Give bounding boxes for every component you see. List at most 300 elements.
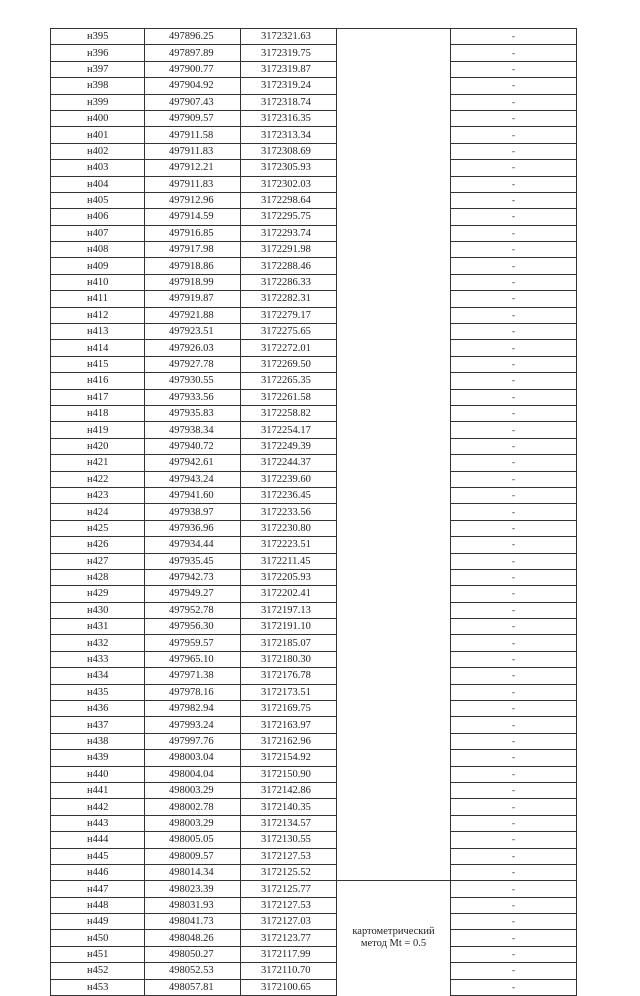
table-row — [51, 684, 577, 700]
table-row — [51, 78, 577, 94]
y-coordinate-cell: 3172319.75 — [241, 45, 337, 61]
point-id-cell: н437 — [51, 717, 145, 733]
point-id-cell: н427 — [51, 553, 145, 569]
x-coordinate-cell: 497909.57 — [145, 110, 241, 126]
table-row — [51, 782, 577, 798]
blank-cell — [337, 209, 451, 225]
table-row — [51, 815, 577, 831]
blank-cell — [337, 291, 451, 307]
point-id-cell: н396 — [51, 45, 145, 61]
x-coordinate-cell: 497935.45 — [145, 553, 241, 569]
table-row — [51, 881, 577, 897]
blank-cell — [337, 668, 451, 684]
note-cell: - — [451, 668, 577, 684]
y-coordinate-cell: 3172282.31 — [241, 291, 337, 307]
y-coordinate-cell: 3172269.50 — [241, 356, 337, 372]
y-coordinate-cell: 3172142.86 — [241, 782, 337, 798]
table-row — [51, 274, 577, 290]
y-coordinate-cell: 3172254.17 — [241, 422, 337, 438]
note-cell: - — [451, 651, 577, 667]
point-id-cell: н426 — [51, 537, 145, 553]
point-id-cell: н452 — [51, 963, 145, 979]
x-coordinate-cell: 497918.99 — [145, 274, 241, 290]
note-cell: - — [451, 930, 577, 946]
blank-cell — [337, 242, 451, 258]
y-coordinate-cell: 3172275.65 — [241, 324, 337, 340]
method-cell — [337, 881, 451, 996]
y-coordinate-cell: 3172180.30 — [241, 651, 337, 667]
method-note-line1: картометрический — [352, 925, 435, 937]
point-id-cell: н400 — [51, 110, 145, 126]
point-id-cell: н449 — [51, 914, 145, 930]
note-cell: - — [451, 569, 577, 585]
x-coordinate-cell: 497914.59 — [145, 209, 241, 225]
table-row — [51, 651, 577, 667]
note-cell: - — [451, 914, 577, 930]
y-coordinate-cell: 3172117.99 — [241, 946, 337, 962]
y-coordinate-cell: 3172286.33 — [241, 274, 337, 290]
note-cell: - — [451, 815, 577, 831]
table-row — [51, 979, 577, 995]
y-coordinate-cell: 3172202.41 — [241, 586, 337, 602]
x-coordinate-cell: 497912.21 — [145, 160, 241, 176]
note-cell: - — [451, 373, 577, 389]
x-coordinate-cell: 497911.83 — [145, 143, 241, 159]
y-coordinate-cell: 3172125.52 — [241, 864, 337, 880]
x-coordinate-cell: 497971.38 — [145, 668, 241, 684]
point-id-cell: н443 — [51, 815, 145, 831]
blank-cell — [337, 717, 451, 733]
y-coordinate-cell: 3172125.77 — [241, 881, 337, 897]
blank-cell — [337, 569, 451, 585]
blank-cell — [337, 520, 451, 536]
blank-cell — [337, 356, 451, 372]
y-coordinate-cell: 3172236.45 — [241, 487, 337, 503]
note-cell: - — [451, 242, 577, 258]
note-cell: - — [451, 258, 577, 274]
blank-cell — [337, 586, 451, 602]
point-id-cell: н395 — [51, 29, 145, 45]
y-coordinate-cell: 3172249.39 — [241, 438, 337, 454]
note-cell: - — [451, 160, 577, 176]
x-coordinate-cell: 498057.81 — [145, 979, 241, 995]
table-row — [51, 750, 577, 766]
point-id-cell: н405 — [51, 192, 145, 208]
blank-cell — [337, 127, 451, 143]
x-coordinate-cell: 497935.83 — [145, 405, 241, 421]
y-coordinate-cell: 3172197.13 — [241, 602, 337, 618]
blank-cell — [337, 455, 451, 471]
point-id-cell: н421 — [51, 455, 145, 471]
y-coordinate-cell: 3172272.01 — [241, 340, 337, 356]
y-coordinate-cell: 3172316.35 — [241, 110, 337, 126]
blank-cell — [337, 602, 451, 618]
y-coordinate-cell: 3172308.69 — [241, 143, 337, 159]
y-coordinate-cell: 3172279.17 — [241, 307, 337, 323]
blank-cell — [337, 258, 451, 274]
note-cell: - — [451, 307, 577, 323]
blank-cell — [337, 815, 451, 831]
x-coordinate-cell: 498005.05 — [145, 832, 241, 848]
note-cell: - — [451, 29, 577, 45]
table-row — [51, 668, 577, 684]
y-coordinate-cell: 3172244.37 — [241, 455, 337, 471]
note-cell: - — [451, 946, 577, 962]
x-coordinate-cell: 497933.56 — [145, 389, 241, 405]
note-cell: - — [451, 717, 577, 733]
blank-cell — [337, 471, 451, 487]
x-coordinate-cell: 497904.92 — [145, 78, 241, 94]
y-coordinate-cell: 3172291.98 — [241, 242, 337, 258]
y-coordinate-cell: 3172223.51 — [241, 537, 337, 553]
y-coordinate-cell: 3172293.74 — [241, 225, 337, 241]
blank-cell — [337, 61, 451, 77]
point-id-cell: н431 — [51, 619, 145, 635]
x-coordinate-cell: 497978.16 — [145, 684, 241, 700]
x-coordinate-cell: 497919.87 — [145, 291, 241, 307]
x-coordinate-cell: 498002.78 — [145, 799, 241, 815]
table-row — [51, 291, 577, 307]
blank-cell — [337, 110, 451, 126]
y-coordinate-cell: 3172185.07 — [241, 635, 337, 651]
table-row — [51, 487, 577, 503]
method-note-line2: метод Mt = 0.5 — [360, 937, 427, 949]
table-row — [51, 635, 577, 651]
note-cell: - — [451, 110, 577, 126]
x-coordinate-cell: 497993.24 — [145, 717, 241, 733]
x-coordinate-cell: 498003.29 — [145, 782, 241, 798]
note-cell: - — [451, 635, 577, 651]
point-id-cell: н404 — [51, 176, 145, 192]
blank-cell — [337, 225, 451, 241]
x-coordinate-cell: 497942.61 — [145, 455, 241, 471]
note-cell: - — [451, 487, 577, 503]
x-coordinate-cell: 497927.78 — [145, 356, 241, 372]
y-coordinate-cell: 3172100.65 — [241, 979, 337, 995]
blank-cell — [337, 832, 451, 848]
y-coordinate-cell: 3172261.58 — [241, 389, 337, 405]
x-coordinate-cell: 497956.30 — [145, 619, 241, 635]
table-row — [51, 930, 577, 946]
y-coordinate-cell: 3172173.51 — [241, 684, 337, 700]
point-id-cell: н439 — [51, 750, 145, 766]
note-cell: - — [451, 61, 577, 77]
blank-cell — [337, 799, 451, 815]
table-row — [51, 29, 577, 45]
y-coordinate-cell: 3172233.56 — [241, 504, 337, 520]
point-id-cell: н450 — [51, 930, 145, 946]
table-row — [51, 192, 577, 208]
point-id-cell: н410 — [51, 274, 145, 290]
x-coordinate-cell: 497896.25 — [145, 29, 241, 45]
note-cell: - — [451, 438, 577, 454]
note-cell: - — [451, 520, 577, 536]
point-id-cell: н435 — [51, 684, 145, 700]
note-cell: - — [451, 750, 577, 766]
point-id-cell: н408 — [51, 242, 145, 258]
blank-cell — [337, 438, 451, 454]
table-row — [51, 61, 577, 77]
x-coordinate-cell: 497916.85 — [145, 225, 241, 241]
note-cell: - — [451, 684, 577, 700]
x-coordinate-cell: 497900.77 — [145, 61, 241, 77]
note-cell: - — [451, 143, 577, 159]
note-cell: - — [451, 848, 577, 864]
table-row — [51, 110, 577, 126]
point-id-cell: н412 — [51, 307, 145, 323]
table-row — [51, 455, 577, 471]
y-coordinate-cell: 3172318.74 — [241, 94, 337, 110]
blank-cell — [337, 29, 451, 45]
table-row — [51, 963, 577, 979]
x-coordinate-cell: 498004.04 — [145, 766, 241, 782]
note-cell: - — [451, 504, 577, 520]
note-cell: - — [451, 340, 577, 356]
point-id-cell: н402 — [51, 143, 145, 159]
note-cell: - — [451, 274, 577, 290]
x-coordinate-cell: 497926.03 — [145, 340, 241, 356]
blank-cell — [337, 373, 451, 389]
table-row — [51, 799, 577, 815]
table-row — [51, 389, 577, 405]
table-row — [51, 569, 577, 585]
table-row — [51, 619, 577, 635]
note-cell: - — [451, 422, 577, 438]
blank-cell — [337, 504, 451, 520]
blank-cell — [337, 160, 451, 176]
table-row — [51, 242, 577, 258]
blank-cell — [337, 553, 451, 569]
y-coordinate-cell: 3172150.90 — [241, 766, 337, 782]
x-coordinate-cell: 498048.26 — [145, 930, 241, 946]
table-row — [51, 733, 577, 749]
blank-cell — [337, 78, 451, 94]
blank-cell — [337, 733, 451, 749]
table-row — [51, 864, 577, 880]
y-coordinate-cell: 3172258.82 — [241, 405, 337, 421]
x-coordinate-cell: 498014.34 — [145, 864, 241, 880]
blank-cell — [337, 340, 451, 356]
table-row — [51, 897, 577, 913]
blank-cell — [337, 45, 451, 61]
note-cell: - — [451, 291, 577, 307]
point-id-cell: н409 — [51, 258, 145, 274]
blank-cell — [337, 848, 451, 864]
note-cell: - — [451, 701, 577, 717]
note-cell: - — [451, 471, 577, 487]
y-coordinate-cell: 3172239.60 — [241, 471, 337, 487]
note-cell: - — [451, 864, 577, 880]
note-cell: - — [451, 225, 577, 241]
y-coordinate-cell: 3172123.77 — [241, 930, 337, 946]
point-id-cell: н418 — [51, 405, 145, 421]
point-id-cell: н401 — [51, 127, 145, 143]
blank-cell — [337, 766, 451, 782]
note-cell: - — [451, 586, 577, 602]
table-row — [51, 422, 577, 438]
note-cell: - — [451, 45, 577, 61]
y-coordinate-cell: 3172110.70 — [241, 963, 337, 979]
y-coordinate-cell: 3172295.75 — [241, 209, 337, 225]
y-coordinate-cell: 3172288.46 — [241, 258, 337, 274]
point-id-cell: н438 — [51, 733, 145, 749]
note-cell: - — [451, 733, 577, 749]
y-coordinate-cell: 3172230.80 — [241, 520, 337, 536]
table-row — [51, 45, 577, 61]
x-coordinate-cell: 497917.98 — [145, 242, 241, 258]
point-id-cell: н411 — [51, 291, 145, 307]
point-id-cell: н415 — [51, 356, 145, 372]
point-id-cell: н428 — [51, 569, 145, 585]
y-coordinate-cell: 3172191.10 — [241, 619, 337, 635]
point-id-cell: н422 — [51, 471, 145, 487]
y-coordinate-cell: 3172127.03 — [241, 914, 337, 930]
note-cell: - — [451, 602, 577, 618]
x-coordinate-cell: 498003.29 — [145, 815, 241, 831]
point-id-cell: н403 — [51, 160, 145, 176]
blank-cell — [337, 422, 451, 438]
table-row — [51, 209, 577, 225]
x-coordinate-cell: 497918.86 — [145, 258, 241, 274]
table-row — [51, 324, 577, 340]
y-coordinate-cell: 3172127.53 — [241, 848, 337, 864]
x-coordinate-cell: 497912.96 — [145, 192, 241, 208]
note-cell: - — [451, 209, 577, 225]
table-row — [51, 176, 577, 192]
x-coordinate-cell: 498023.39 — [145, 881, 241, 897]
x-coordinate-cell: 497911.58 — [145, 127, 241, 143]
point-id-cell: н442 — [51, 799, 145, 815]
table-row — [51, 373, 577, 389]
note-cell: - — [451, 619, 577, 635]
table-row — [51, 520, 577, 536]
blank-cell — [337, 684, 451, 700]
note-cell: - — [451, 389, 577, 405]
table-row — [51, 258, 577, 274]
x-coordinate-cell: 498041.73 — [145, 914, 241, 930]
note-cell: - — [451, 537, 577, 553]
blank-cell — [337, 274, 451, 290]
table-row — [51, 832, 577, 848]
table-row — [51, 914, 577, 930]
x-coordinate-cell: 497940.72 — [145, 438, 241, 454]
y-coordinate-cell: 3172169.75 — [241, 701, 337, 717]
point-id-cell: н423 — [51, 487, 145, 503]
point-id-cell: н416 — [51, 373, 145, 389]
note-cell: - — [451, 94, 577, 110]
blank-cell — [337, 864, 451, 880]
table-row — [51, 225, 577, 241]
point-id-cell: н425 — [51, 520, 145, 536]
y-coordinate-cell: 3172321.63 — [241, 29, 337, 45]
table-row — [51, 160, 577, 176]
y-coordinate-cell: 3172319.87 — [241, 61, 337, 77]
x-coordinate-cell: 497911.83 — [145, 176, 241, 192]
y-coordinate-cell: 3172127.53 — [241, 897, 337, 913]
blank-cell — [337, 782, 451, 798]
blank-cell — [337, 176, 451, 192]
table-row — [51, 602, 577, 618]
blank-cell — [337, 537, 451, 553]
note-cell: - — [451, 963, 577, 979]
point-id-cell: н399 — [51, 94, 145, 110]
coordinates-table-body — [51, 29, 577, 996]
table-row — [51, 340, 577, 356]
method-note — [352, 926, 434, 950]
note-cell: - — [451, 799, 577, 815]
table-row — [51, 504, 577, 520]
point-id-cell: н451 — [51, 946, 145, 962]
x-coordinate-cell: 497934.44 — [145, 537, 241, 553]
x-coordinate-cell: 497959.57 — [145, 635, 241, 651]
point-id-cell: н430 — [51, 602, 145, 618]
y-coordinate-cell: 3172140.35 — [241, 799, 337, 815]
note-cell: - — [451, 356, 577, 372]
table-row — [51, 586, 577, 602]
y-coordinate-cell: 3172211.45 — [241, 553, 337, 569]
table-row — [51, 307, 577, 323]
blank-cell — [337, 307, 451, 323]
x-coordinate-cell: 497965.10 — [145, 651, 241, 667]
x-coordinate-cell: 497942.73 — [145, 569, 241, 585]
point-id-cell: н420 — [51, 438, 145, 454]
blank-cell — [337, 389, 451, 405]
blank-cell — [337, 324, 451, 340]
x-coordinate-cell: 498031.93 — [145, 897, 241, 913]
table-row — [51, 127, 577, 143]
point-id-cell: н441 — [51, 782, 145, 798]
table-row — [51, 438, 577, 454]
note-cell: - — [451, 766, 577, 782]
y-coordinate-cell: 3172302.03 — [241, 176, 337, 192]
blank-cell — [337, 651, 451, 667]
x-coordinate-cell: 498050.27 — [145, 946, 241, 962]
note-cell: - — [451, 553, 577, 569]
x-coordinate-cell: 497938.97 — [145, 504, 241, 520]
x-coordinate-cell: 497936.96 — [145, 520, 241, 536]
x-coordinate-cell: 497941.60 — [145, 487, 241, 503]
x-coordinate-cell: 497921.88 — [145, 307, 241, 323]
blank-cell — [337, 701, 451, 717]
y-coordinate-cell: 3172313.34 — [241, 127, 337, 143]
y-coordinate-cell: 3172130.55 — [241, 832, 337, 848]
x-coordinate-cell: 497907.43 — [145, 94, 241, 110]
point-id-cell: н424 — [51, 504, 145, 520]
blank-cell — [337, 192, 451, 208]
blank-cell — [337, 487, 451, 503]
point-id-cell: н446 — [51, 864, 145, 880]
point-id-cell: н397 — [51, 61, 145, 77]
y-coordinate-cell: 3172319.24 — [241, 78, 337, 94]
coordinates-sheet — [50, 28, 576, 996]
y-coordinate-cell: 3172154.92 — [241, 750, 337, 766]
note-cell: - — [451, 832, 577, 848]
table-row — [51, 143, 577, 159]
y-coordinate-cell: 3172134.57 — [241, 815, 337, 831]
y-coordinate-cell: 3172163.97 — [241, 717, 337, 733]
table-row — [51, 766, 577, 782]
point-id-cell: н419 — [51, 422, 145, 438]
x-coordinate-cell: 497949.27 — [145, 586, 241, 602]
table-row — [51, 717, 577, 733]
x-coordinate-cell: 497952.78 — [145, 602, 241, 618]
point-id-cell: н436 — [51, 701, 145, 717]
y-coordinate-cell: 3172176.78 — [241, 668, 337, 684]
x-coordinate-cell: 497897.89 — [145, 45, 241, 61]
point-id-cell: н445 — [51, 848, 145, 864]
point-id-cell: н448 — [51, 897, 145, 913]
blank-cell — [337, 619, 451, 635]
